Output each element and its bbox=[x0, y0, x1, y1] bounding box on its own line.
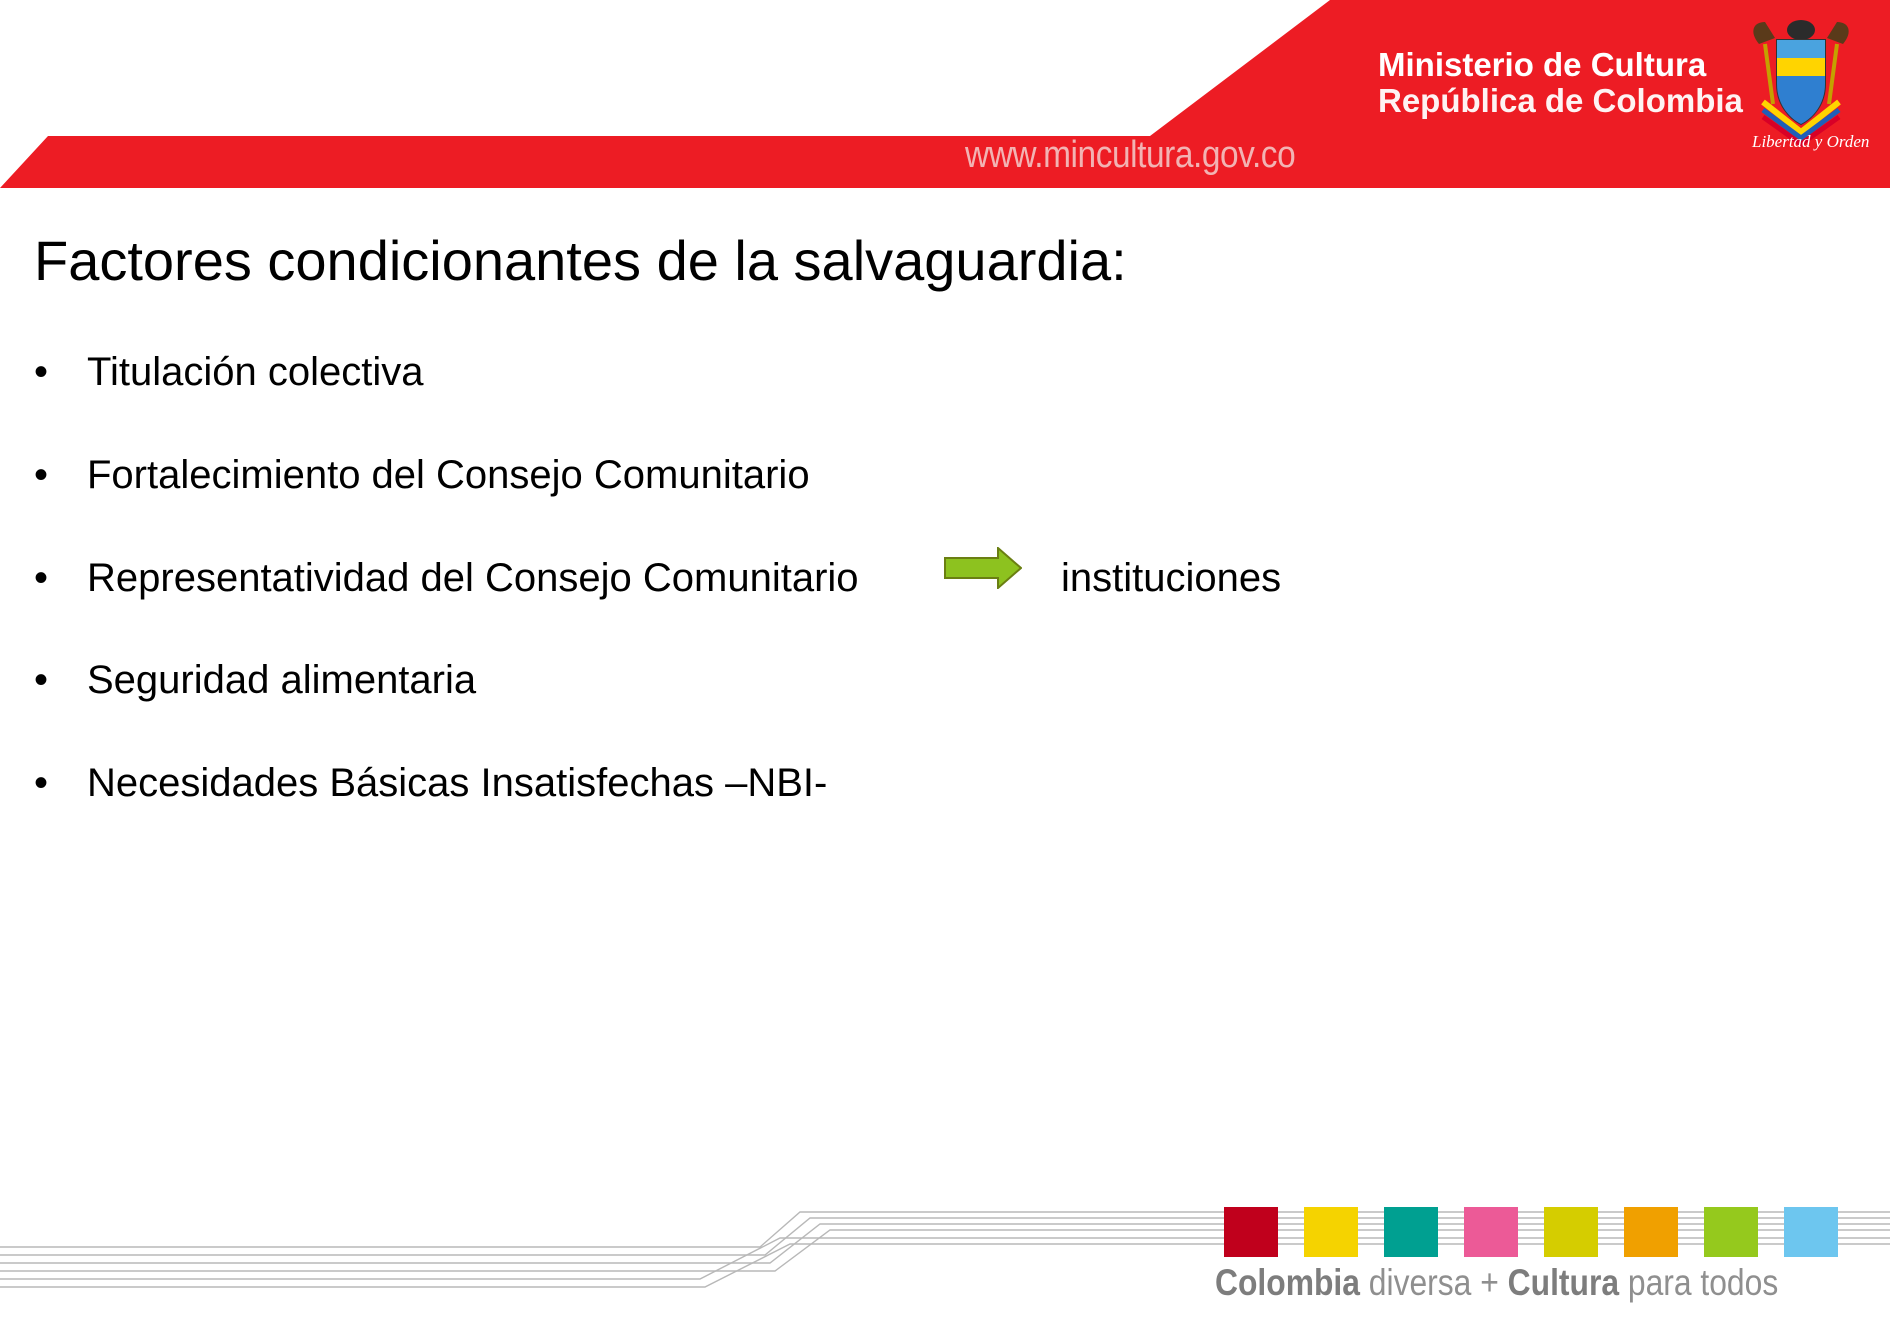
swatch bbox=[1544, 1207, 1598, 1257]
slide-title: Factores condicionantes de la salvaguardia: bbox=[34, 229, 1127, 292]
slogan-colombia: Colombia bbox=[1215, 1262, 1360, 1303]
swatch bbox=[1784, 1207, 1838, 1257]
bullet-text: Seguridad alimentaria bbox=[87, 658, 477, 702]
bullet-item bbox=[34, 758, 827, 808]
bullet-item bbox=[34, 655, 476, 705]
bullet-glyph: • bbox=[34, 453, 49, 497]
swatch bbox=[1704, 1207, 1758, 1257]
bullet-text: Necesidades Básicas Insatisfechas –NBI- bbox=[87, 761, 828, 805]
swatch bbox=[1224, 1207, 1278, 1257]
swatch bbox=[1384, 1207, 1438, 1257]
bullet-text: Representatividad del Consejo Comunitario bbox=[87, 556, 859, 600]
ministry-name: Ministerio de Cultura bbox=[1378, 46, 1707, 83]
country-name: República de Colombia bbox=[1378, 82, 1743, 119]
swatch bbox=[1624, 1207, 1678, 1257]
website-url[interactable]: www.mincultura.gov.co bbox=[965, 134, 1296, 176]
swatch bbox=[1304, 1207, 1358, 1257]
right-arrow-icon bbox=[944, 547, 1022, 589]
arrow-target-text: instituciones bbox=[1061, 556, 1282, 600]
bullet-item bbox=[34, 450, 810, 500]
bullet-glyph: • bbox=[34, 556, 49, 600]
bullet-text: Fortalecimiento del Consejo Comunitario bbox=[87, 453, 810, 497]
bullet-glyph: • bbox=[34, 761, 49, 805]
coat-motto: Libertad y Orden bbox=[1752, 132, 1870, 151]
bullet-glyph: • bbox=[34, 658, 49, 702]
bullet-item bbox=[34, 553, 859, 603]
slogan-para-todos: para todos bbox=[1619, 1262, 1779, 1303]
slogan-cultura: Cultura bbox=[1507, 1262, 1620, 1303]
swatch bbox=[1464, 1207, 1518, 1257]
bullet-text: Titulación colectiva bbox=[87, 350, 424, 394]
slogan-diversa: diversa + bbox=[1359, 1262, 1508, 1303]
bullet-item bbox=[34, 347, 423, 397]
footer-slogan bbox=[1215, 1262, 1778, 1304]
bullet-glyph: • bbox=[34, 350, 49, 394]
ministry-logo-text bbox=[1378, 46, 1743, 118]
